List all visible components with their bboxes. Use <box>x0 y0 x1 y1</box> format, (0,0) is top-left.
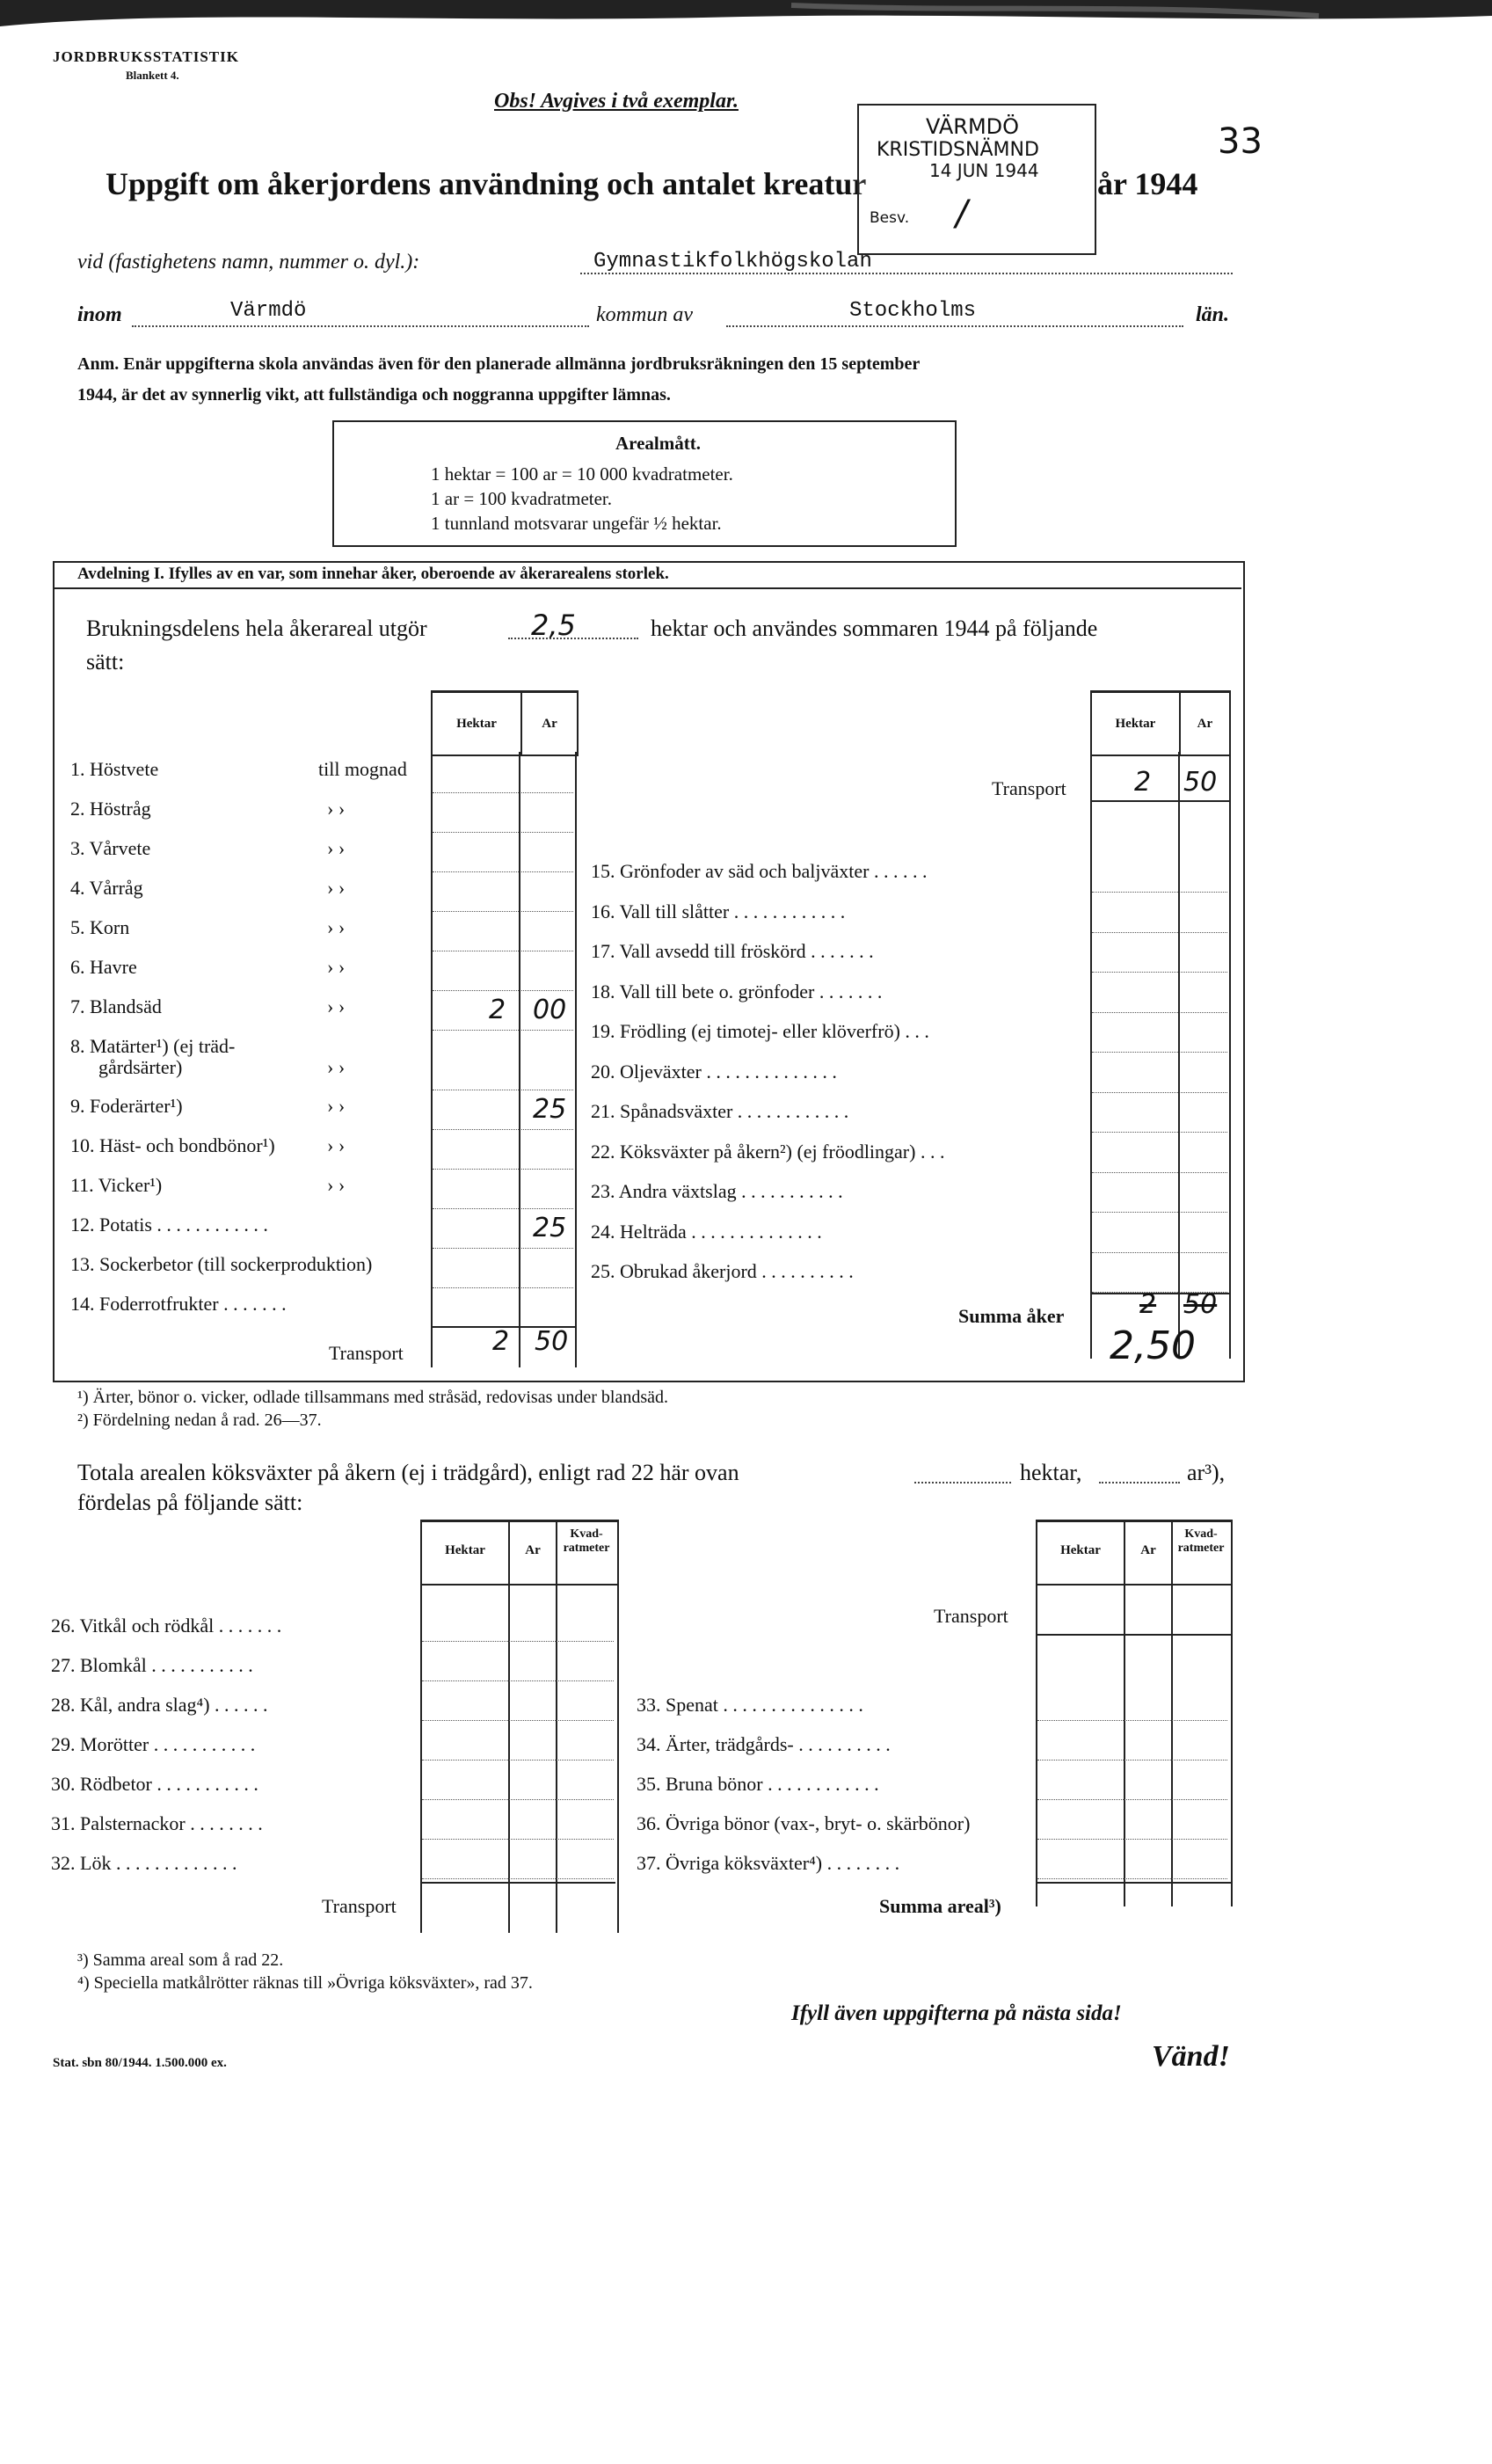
left-transport-label: Transport <box>329 1342 404 1364</box>
crop-row-label: 1. Höstvete <box>70 758 159 780</box>
veg-table-right-header <box>1036 1520 1233 1586</box>
section1-intro-b: hektar och användes sommaren 1944 på följande <box>651 616 1098 641</box>
section1-header: Avdelning I. Ifylles av en var, som innehar åker, oberoende av åkerarealens storlek. <box>77 565 669 583</box>
veg-row-label: 36. Övriga bönor (vax-, bryt- o. skärbönor) <box>637 1812 971 1834</box>
veg-hektar-line <box>914 1482 1011 1484</box>
col-ar-right: Ar <box>1180 692 1230 756</box>
right-transport-rule <box>1090 800 1231 802</box>
stamp-line1: VÄRMDÖ <box>926 114 1020 139</box>
unit-box-line2: 1 ar = 100 kvadratmeter. <box>431 488 613 509</box>
veg-row-rule <box>422 1760 614 1761</box>
left-column-frame <box>431 752 577 1367</box>
veg-row-label: 37. Övriga köksväxter⁴) . . . . . . . . <box>637 1852 900 1874</box>
municipality-value[interactable]: Värmdö <box>230 299 307 323</box>
page-title: Uppgift om åkerjordens användning och antalet kreatur <box>106 166 867 201</box>
veg-row-rule <box>422 1680 614 1681</box>
crop-row-label-cont: gårdsärter) <box>98 1056 183 1078</box>
crop-row-suffix: till mognad <box>318 758 407 780</box>
crop-row-label: 3. Vårvete <box>70 837 151 859</box>
footnote-3: ³) Samma areal som å rad 22. <box>77 1950 284 1970</box>
veg-col-kvm: Kvad-ratmeter <box>563 1527 610 1555</box>
footer-instruction: Ifyll även uppgifterna på nästa sida! <box>791 2001 1122 2025</box>
property-name-value[interactable]: Gymnastikfolkhögskolan <box>593 250 872 273</box>
stamp-date: 14 JUN 1944 <box>929 160 1039 181</box>
footnote-1: ¹) Ärter, bönor o. vicker, odlade tillsammans med stråsäd, redovisas under blandsäd. <box>77 1388 668 1407</box>
veg-row-label: 32. Lök . . . . . . . . . . . . . <box>51 1852 237 1874</box>
col-ar: Ar <box>521 692 578 756</box>
org-name: JORDBRUKSSTATISTIK <box>53 48 239 65</box>
crop-row-suffix: › › <box>327 1174 346 1196</box>
summa-aker-label: Summa åker <box>958 1305 1065 1327</box>
veg-row-label: 30. Rödbetor . . . . . . . . . . . <box>51 1773 258 1795</box>
summa-hektar[interactable]: 2 <box>1139 1289 1157 1320</box>
municipality-line <box>132 325 589 327</box>
veg-row-rule <box>1037 1839 1227 1840</box>
municipality-label: inom <box>77 303 122 326</box>
crop-row-ar[interactable]: 00 <box>533 995 567 1025</box>
crop-row-suffix: › › <box>327 877 346 899</box>
veg-row-label: 26. Vitkål och rödkål . . . . . . . <box>51 1615 282 1637</box>
crop-table-left <box>431 690 579 756</box>
crop-row-label: 17. Vall avsedd till fröskörd . . . . . . . <box>591 940 874 962</box>
county-label: kommun av <box>596 303 693 326</box>
crop-row-label: 12. Potatis . . . . . . . . . . . . <box>70 1214 268 1236</box>
crop-row-suffix: › › <box>327 837 346 859</box>
page-number: 33 <box>1218 121 1263 162</box>
veg-row-label: 31. Palsternackor . . . . . . . . <box>51 1812 263 1834</box>
section2-intro-hektar: hektar, <box>1020 1460 1082 1485</box>
veg-row-rule <box>1037 1878 1227 1879</box>
unit-box-line3: 1 tunnland motsvarar ungefär ½ hektar. <box>431 513 722 534</box>
crop-row-label: 22. Köksväxter på åkern²) (ej fröodlingar) . . . <box>591 1140 945 1163</box>
unit-box-line1: 1 hektar = 100 ar = 10 000 kvadratmeter. <box>431 463 733 485</box>
note-line1: Anm. Enär uppgifterna skola användas även för den planerade allmänna jordbruksräkningen den 15 september <box>77 354 921 374</box>
veg-col-ar-right: Ar <box>1140 1543 1156 1557</box>
veg-row-rule <box>422 1878 614 1879</box>
veg-summa-rule <box>1036 1882 1231 1884</box>
property-name-label: vid (fastighetens namn, nummer o. dyl.): <box>77 251 420 273</box>
unit-box <box>332 420 957 547</box>
left-transport-hektar[interactable]: 2 <box>492 1326 510 1357</box>
footnote-2: ²) Fördelning nedan å rad. 26—37. <box>77 1411 322 1430</box>
crop-row-label: 15. Grönfoder av säd och baljväxter . . . . . . <box>591 860 928 882</box>
stamp-line2: KRISTIDSNÄMND <box>877 139 1039 161</box>
crop-row-label: 21. Spånadsväxter . . . . . . . . . . . . <box>591 1100 849 1122</box>
veg-row-rule <box>1037 1760 1227 1761</box>
lan-label: län. <box>1196 303 1230 326</box>
veg-left-transport-label: Transport <box>322 1895 397 1917</box>
crop-row-label: 8. Matärter¹) (ej träd- <box>70 1035 236 1057</box>
crop-row-suffix: › › <box>327 956 346 978</box>
crop-row-label: 24. Helträda . . . . . . . . . . . . . . <box>591 1220 822 1243</box>
veg-row-rule <box>1037 1720 1227 1721</box>
section2-intro-b: fördelas på följande sätt: <box>77 1490 303 1515</box>
veg-right-transport-label: Transport <box>934 1605 1008 1627</box>
left-transport-ar[interactable]: 50 <box>535 1326 569 1357</box>
copy-notice: Obs! Avgives i två exemplar. <box>494 90 739 113</box>
crop-row-label: 5. Korn <box>70 916 130 938</box>
footer-turn: Vänd! <box>1152 2040 1230 2073</box>
crop-row-label: 9. Foderärter¹) <box>70 1095 183 1117</box>
crop-row-suffix: › › <box>327 1095 346 1117</box>
col-hektar: Hektar <box>432 692 521 756</box>
veg-left-columns <box>420 1581 619 1933</box>
crop-row-label: 23. Andra växtslag . . . . . . . . . . . <box>591 1180 843 1202</box>
section1-header-rule <box>55 587 1241 589</box>
total-area-value[interactable]: 2,5 <box>531 609 576 642</box>
veg-summa-label: Summa areal³) <box>879 1895 1001 1917</box>
section2-intro-a: Totala arealen köksväxter på åkern (ej i trädgård), enligt rad 22 här ovan <box>77 1460 739 1485</box>
veg-row-rule <box>1037 1799 1227 1800</box>
veg-left-transport-rule <box>420 1882 615 1884</box>
veg-row-label: 29. Morötter . . . . . . . . . . . <box>51 1733 256 1755</box>
stamp-besv-mark: / <box>956 193 968 234</box>
veg-row-rule <box>422 1641 614 1642</box>
page-title-year: år 1944 <box>1097 166 1198 201</box>
veg-col-hektar: Hektar <box>445 1543 485 1557</box>
received-stamp <box>857 104 1096 255</box>
crop-row-label: 20. Oljeväxter . . . . . . . . . . . . . . <box>591 1060 837 1083</box>
veg-right-columns <box>1036 1581 1233 1906</box>
veg-col-ar: Ar <box>525 1543 541 1557</box>
crop-row-label: 14. Foderrotfrukter . . . . . . . <box>70 1293 287 1315</box>
veg-col-kvm-right: Kvad-ratmeter <box>1177 1527 1225 1555</box>
crop-row-ar[interactable]: 25 <box>533 1213 567 1243</box>
county-value[interactable]: Stockholms <box>849 299 977 323</box>
summa-correction[interactable]: 2,50 <box>1110 1323 1196 1368</box>
crop-row-suffix: › › <box>327 916 346 938</box>
crop-row-suffix: › › <box>327 995 346 1017</box>
veg-ar-line <box>1099 1482 1180 1484</box>
crop-row-ar[interactable]: 25 <box>533 1094 567 1125</box>
crop-row-label: 18. Vall till bete o. grönfoder . . . . . . . <box>591 980 883 1002</box>
veg-row-label: 34. Ärter, trädgårds- . . . . . . . . . . <box>637 1733 891 1755</box>
crop-row-label: 4. Vårråg <box>70 877 143 899</box>
note-line2: 1944, är det av synnerlig vikt, att fullständiga och noggranna uppgifter lämnas. <box>77 385 671 405</box>
stamp-besv-label: Besv. <box>870 209 910 227</box>
section1-intro-a: Brukningsdelens hela åkerareal utgör <box>86 616 427 641</box>
unit-box-title: Arealmått. <box>615 433 701 454</box>
crop-row-suffix: › › <box>327 798 346 820</box>
crop-table-right <box>1090 690 1231 756</box>
veg-row-rule <box>422 1799 614 1800</box>
crop-row-label: 11. Vicker¹) <box>70 1174 163 1196</box>
crop-row-hektar[interactable]: 2 <box>489 995 506 1025</box>
section1-intro-c: sätt: <box>86 649 125 674</box>
crop-row-label: 13. Sockerbetor (till sockerproduktion) <box>70 1253 373 1275</box>
section2-intro-ar: ar³), <box>1187 1460 1226 1485</box>
veg-row-label: 28. Kål, andra slag⁴) . . . . . . <box>51 1694 268 1716</box>
crop-row-label: 2. Höstråg <box>70 798 151 820</box>
crop-row-label: 16. Vall till slåtter . . . . . . . . . . . . <box>591 900 846 922</box>
right-transport-label: Transport <box>992 777 1066 799</box>
crop-row-label: 7. Blandsäd <box>70 995 162 1017</box>
crop-row-label: 6. Havre <box>70 956 137 978</box>
crop-row-label: 10. Häst- och bondbönor¹) <box>70 1134 275 1156</box>
veg-table-left-header <box>420 1520 619 1586</box>
crop-row-label: 19. Frödling (ej timotej- eller klöverfrö) . . . <box>591 1020 929 1042</box>
veg-row-label: 33. Spenat . . . . . . . . . . . . . . . <box>637 1694 863 1716</box>
right-column-frame <box>1090 752 1231 1359</box>
form-number: Blankett 4. <box>126 69 179 82</box>
veg-row-label: 27. Blomkål . . . . . . . . . . . <box>51 1654 253 1676</box>
footnote-4: ⁴) Speciella matkålrötter räknas till »Övriga köksväxter», rad 37. <box>77 1973 533 1993</box>
county-line <box>726 325 1183 327</box>
col-hektar-right: Hektar <box>1091 692 1180 756</box>
right-transport-ar[interactable]: 50 <box>1183 767 1218 798</box>
crop-row-label: 25. Obrukad åkerjord . . . . . . . . . . <box>591 1260 854 1282</box>
veg-row-label: 35. Bruna bönor . . . . . . . . . . . . <box>637 1773 879 1795</box>
right-transport-hektar[interactable]: 2 <box>1134 767 1152 798</box>
summa-ar[interactable]: 50 <box>1183 1289 1218 1320</box>
veg-col-hektar-right: Hektar <box>1060 1543 1101 1557</box>
veg-row-rule <box>422 1720 614 1721</box>
veg-row-rule <box>422 1839 614 1840</box>
veg-right-transport-rule <box>1036 1634 1231 1636</box>
scan-edge-smudge <box>0 0 1492 35</box>
footer-print-info: Stat. sbn 80/1944. 1.500.000 ex. <box>53 2056 227 2070</box>
crop-row-suffix: › › <box>327 1134 346 1156</box>
crop-row-suffix: › › <box>327 1056 346 1078</box>
